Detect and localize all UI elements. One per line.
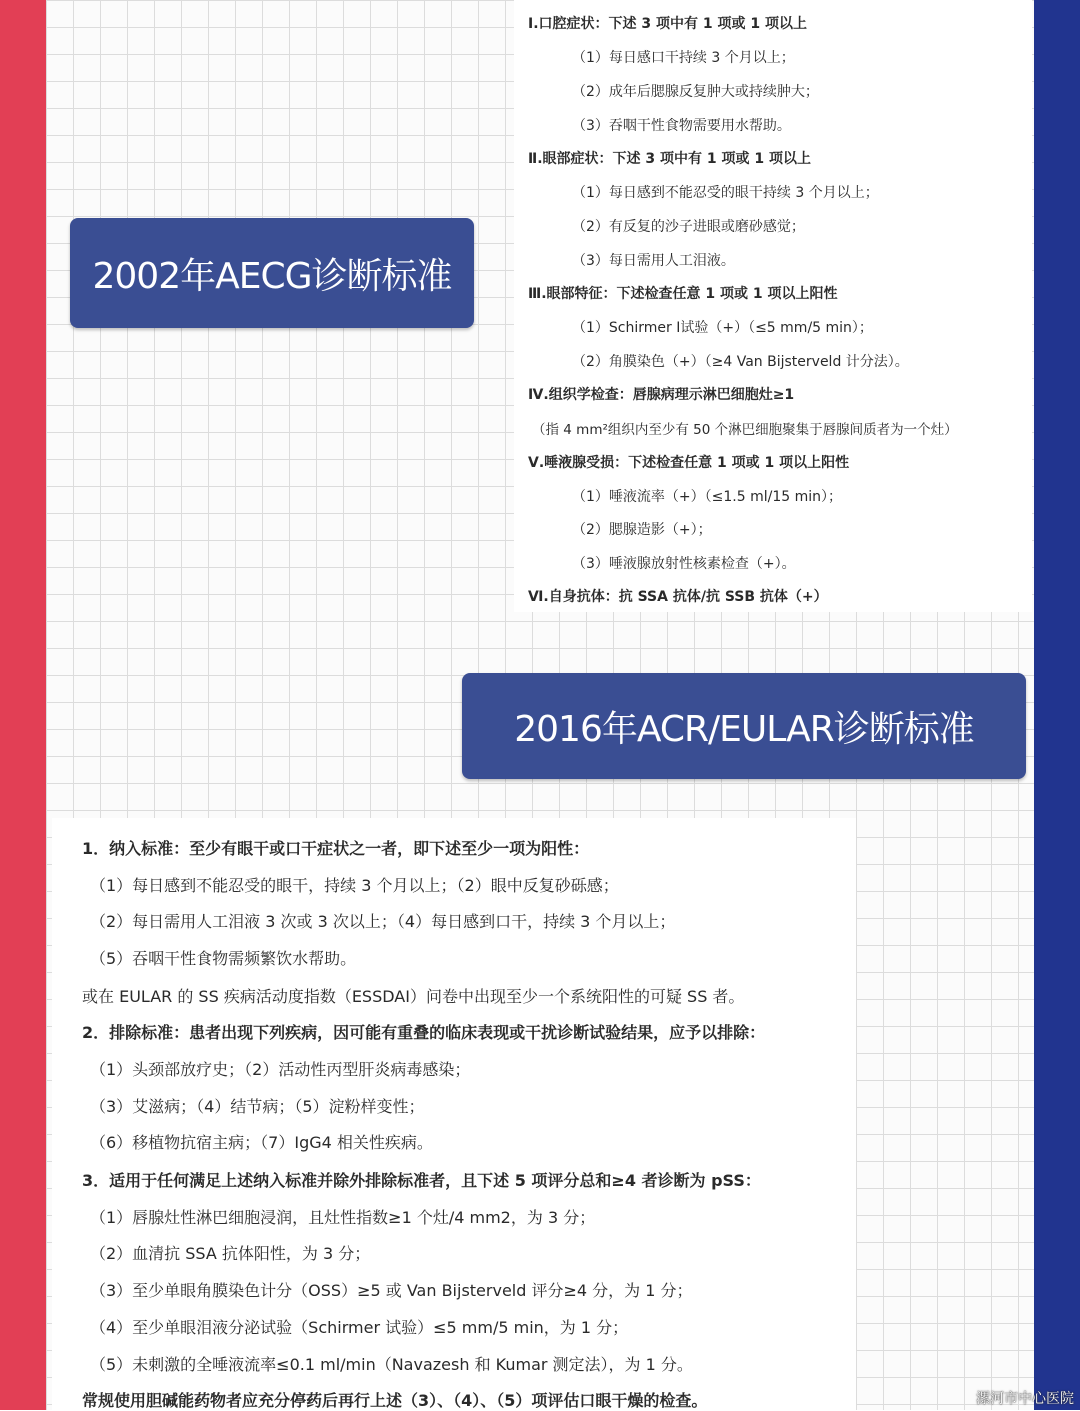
acr-heading-exclusion: 2．排除标准：患者出现下列疾病，因可能有重叠的临床表现或干扰诊断试验结果，应予以排除： <box>82 1023 766 1042</box>
acr-item: （3）至少单眼角膜染色计分（OSS）≥5 或 Van Bijsterveld 评分≥4 分，为 1 分； <box>90 1281 693 1300</box>
aecg-note: （指 4 mm²组织内至少有 50 个淋巴细胞聚集于唇腺间质者为一个灶） <box>532 422 958 438</box>
aecg-heading-antibody: Ⅵ.自身抗体：抗 SSA 抗体/抗 SSB 抗体（+） <box>528 589 828 605</box>
aecg-criteria-panel <box>514 0 1032 612</box>
acr-item: （6）移植物抗宿主病；（7）IgG4 相关性疾病。 <box>90 1133 433 1152</box>
aecg-item: （1）唾液流率（+）（≤1.5 ml/15 min）； <box>572 489 842 505</box>
aecg-item: （1）每日感口干持续 3 个月以上； <box>572 50 795 66</box>
acr-item: （5）吞咽干性食物需频繁饮水帮助。 <box>90 949 357 968</box>
aecg-item: （2）角膜染色（+）（≥4 Van Bijsterveld 计分法）。 <box>572 354 909 370</box>
aecg-heading-histology: Ⅳ.组织学检查：唇腺病理示淋巴细胞灶≥1 <box>528 387 795 403</box>
right-border-stripe <box>1034 0 1080 1410</box>
acr-item: （3）艾滋病；（4）结节病；（5）淀粉样变性； <box>90 1097 425 1116</box>
aecg-heading-eye: Ⅱ.眼部症状：下述 3 项中有 1 项或 1 项以上 <box>528 151 812 167</box>
acr-item: （2）血清抗 SSA 抗体阳性，为 3 分； <box>90 1244 371 1263</box>
acr-footnote: 常规使用胆碱能药物者应充分停药后再行上述（3）、（4）、（5）项评估口眼干燥的检查。 <box>82 1391 708 1410</box>
acr-item: （2）每日需用人工泪液 3 次或 3 次以上；（4）每日感到口干，持续 3 个月以上； <box>90 912 676 931</box>
aecg-item: （3）唾液腺放射性核素检查（+）。 <box>572 556 796 572</box>
hospital-watermark: 漯河市中心医院 <box>976 1391 1074 1407</box>
aecg-item: （2）腮腺造影（+）； <box>572 522 712 538</box>
acr-heading-scoring: 3．适用于任何满足上述纳入标准并除外排除标准者，且下述 5 项评分总和≥4 者诊断为 pSS： <box>82 1171 761 1190</box>
acr-item: （1）头颈部放疗史；（2）活动性丙型肝炎病毒感染； <box>90 1060 471 1079</box>
aecg-title-banner: 2002年AECG诊断标准 <box>70 218 474 328</box>
aecg-item: （3）每日需用人工泪液。 <box>572 253 735 269</box>
left-border-stripe <box>0 0 46 1410</box>
aecg-heading-salivary: Ⅴ.唾液腺受损：下述检查任意 1 项或 1 项以上阳性 <box>528 455 850 471</box>
acr-criteria-panel <box>52 818 856 1410</box>
aecg-heading-oral: Ⅰ.口腔症状：下述 3 项中有 1 项或 1 项以上 <box>528 16 807 32</box>
aecg-item: （3）吞咽干性食物需要用水帮助。 <box>572 118 791 134</box>
aecg-item: （1）Schirmer Ⅰ试验（+）（≤5 mm/5 min）； <box>572 320 873 336</box>
acr-item: （5）未刺激的全唾液流率≤0.1 ml/min（Navazesh 和 Kumar 测定法），为 1 分。 <box>90 1355 693 1374</box>
acr-heading-inclusion: 1．纳入标准：至少有眼干或口干症状之一者，即下述至少一项为阳性： <box>82 839 590 858</box>
acr-item: （1）每日感到不能忍受的眼干，持续 3 个月以上；（2）眼中反复砂砾感； <box>90 876 619 895</box>
aecg-heading-eye-signs: Ⅲ.眼部特征：下述检查任意 1 项或 1 项以上阳性 <box>528 286 838 302</box>
acr-item: 或在 EULAR 的 SS 疾病活动度指数（ESSDAI）问卷中出现至少一个系统阳性的可疑 SS 者。 <box>82 987 745 1006</box>
acr-item: （1）唇腺灶性淋巴细胞浸润，且灶性指数≥1 个灶/4 mm2，为 3 分； <box>90 1208 596 1227</box>
aecg-item: （1）每日感到不能忍受的眼干持续 3 个月以上； <box>572 185 879 201</box>
acr-item: （4）至少单眼泪液分泌试验（Schirmer 试验）≤5 mm/5 min，为 1 分； <box>90 1318 629 1337</box>
acr-title-banner: 2016年ACR/EULAR诊断标准 <box>462 673 1026 779</box>
aecg-item: （2）成年后腮腺反复肿大或持续肿大； <box>572 84 819 100</box>
aecg-item: （2）有反复的沙子进眼或磨砂感觉； <box>572 219 805 235</box>
